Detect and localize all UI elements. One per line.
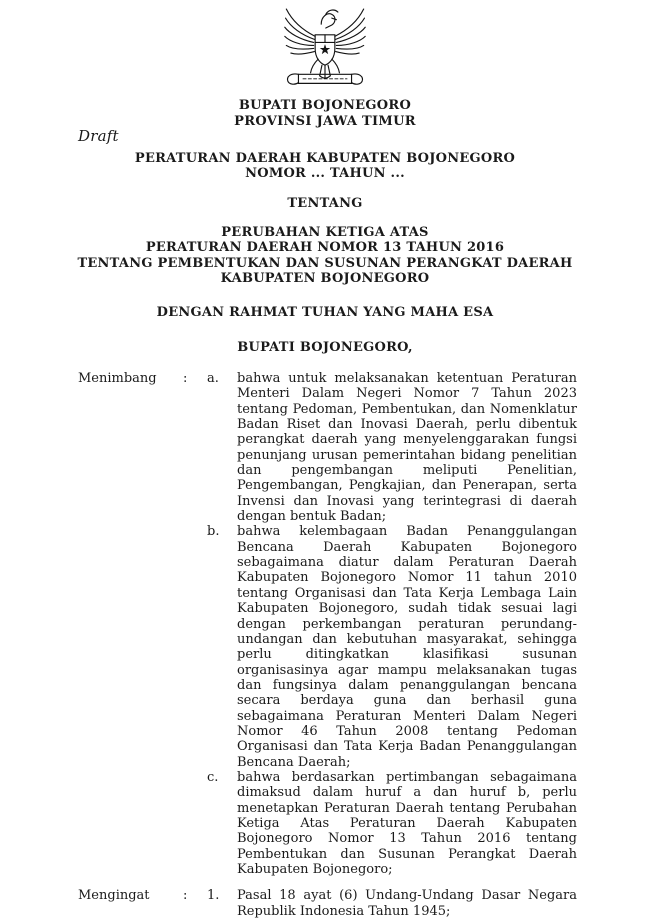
item-text: bahwa berdasarkan pertimbangan sebagaimana dimaksud dalam huruf a dan huruf b, perlu menetapkan Peraturan Daerah tentang Perubahan Ketiga Atas Peraturan Daerah Kabupaten Bojonegoro Nomor 13 Tahun 2016 tentang Pembentukan dan Susunan Perangkat Daerah Kabupaten Bojonegoro; bbox=[237, 769, 577, 877]
menimbang-label: Menimbang bbox=[78, 371, 157, 386]
item-marker: a. bbox=[207, 371, 219, 386]
item-marker: 1. bbox=[207, 888, 220, 904]
mengingat-section bbox=[78, 888, 577, 919]
garuda-pancasila-emblem bbox=[283, 6, 367, 94]
issuer-line: BUPATI BOJONEGORO, bbox=[237, 340, 413, 355]
letterhead-line2: PROVINSI JAWA TIMUR bbox=[234, 114, 416, 129]
regulation-number-line: NOMOR ... TAHUN ... bbox=[245, 166, 405, 182]
letterhead bbox=[0, 98, 650, 130]
invocation-line: DENGAN RAHMAT TUHAN YANG MAHA ESA bbox=[156, 305, 494, 320]
menimbang-item-b bbox=[207, 524, 577, 770]
regulation-title bbox=[0, 151, 650, 182]
item-marker: c. bbox=[207, 769, 219, 785]
mengingat-label: Mengingat bbox=[78, 888, 150, 904]
menimbang-colon: : bbox=[183, 371, 188, 386]
item-marker: b. bbox=[207, 524, 220, 540]
subject-line-4: KABUPATEN BOJONEGORO bbox=[220, 270, 430, 286]
item-text: Pasal 18 ayat (6) Undang-Undang Dasar Negara Republik Indonesia Tahun 1945; bbox=[237, 888, 577, 919]
menimbang-items bbox=[207, 371, 577, 877]
subject-line-3: TENTANG PEMBENTUKAN DAN SUSUNAN PERANGKAT DAERAH bbox=[77, 255, 573, 271]
subject-block bbox=[0, 225, 650, 286]
garuda-emblem-graphic bbox=[283, 6, 367, 94]
subject-line-2: PERATURAN DAERAH NOMOR 13 TAHUN 2016 bbox=[145, 240, 505, 256]
preamble bbox=[78, 371, 577, 919]
subject-line-1: PERUBAHAN KETIGA ATAS bbox=[221, 225, 429, 240]
item-text: bahwa kelembagaan Badan Penanggulangan Bencana Daerah Kabupaten Bojonegoro sebagaimana diatur dalam Peraturan Daerah Kabupaten Bojonegoro Nomor 11 tahun 2010 tentang Organisasi dan Tata Kerja Lembaga Lain Kabupaten Bojonegoro, sudah tidak sesuai lagi dengan perkembangan peraturan perundang-undangan dan kebutuhan masyarakat, sehingga perlu ditingkatkan klasifikasi susunan organisasinya agar mampu melaksanakan tugas dan fungsinya dalam penanggulangan bencana secara berdaya guna dan berhasil guna sebagaimana Peraturan Menteri Dalam Negeri Nomor 46 Tahun 2008 tentang Pedoman Organisasi dan Tata Kerja Badan Penanggulangan Bencana Daerah; bbox=[237, 524, 577, 770]
tentang-label: TENTANG bbox=[287, 196, 363, 211]
draft-watermark: Draft bbox=[78, 127, 119, 145]
menimbang-item-c bbox=[207, 770, 577, 877]
mengingat-items bbox=[207, 888, 577, 919]
letterhead-line1: BUPATI BOJONEGORO bbox=[238, 98, 412, 113]
mengingat-colon: : bbox=[183, 888, 188, 904]
star-icon bbox=[321, 45, 330, 53]
mengingat-item-1 bbox=[207, 888, 577, 919]
menimbang-item-a bbox=[207, 371, 577, 524]
menimbang-section bbox=[78, 371, 577, 877]
regulation-title-line: PERATURAN DAERAH KABUPATEN BOJONEGORO bbox=[134, 151, 516, 166]
item-text: bahwa untuk melaksanakan ketentuan Peraturan Menteri Dalam Negeri Nomor 7 Tahun 2023 tentang Pedoman, Pembentukan, dan Nomenklatur Badan Riset dan Inovasi Daerah, perlu dibentuk perangkat daerah yang menyelenggarakan fungsi penunjang urusan pemerintahan bidang penelitian dan pengembangan meliputi Penelitian, Pengembangan, Pengkajian, dan Penerapan, serta Invensi dan Inovasi yang terintegrasi di daerah dengan bentuk Badan; bbox=[237, 371, 577, 525]
